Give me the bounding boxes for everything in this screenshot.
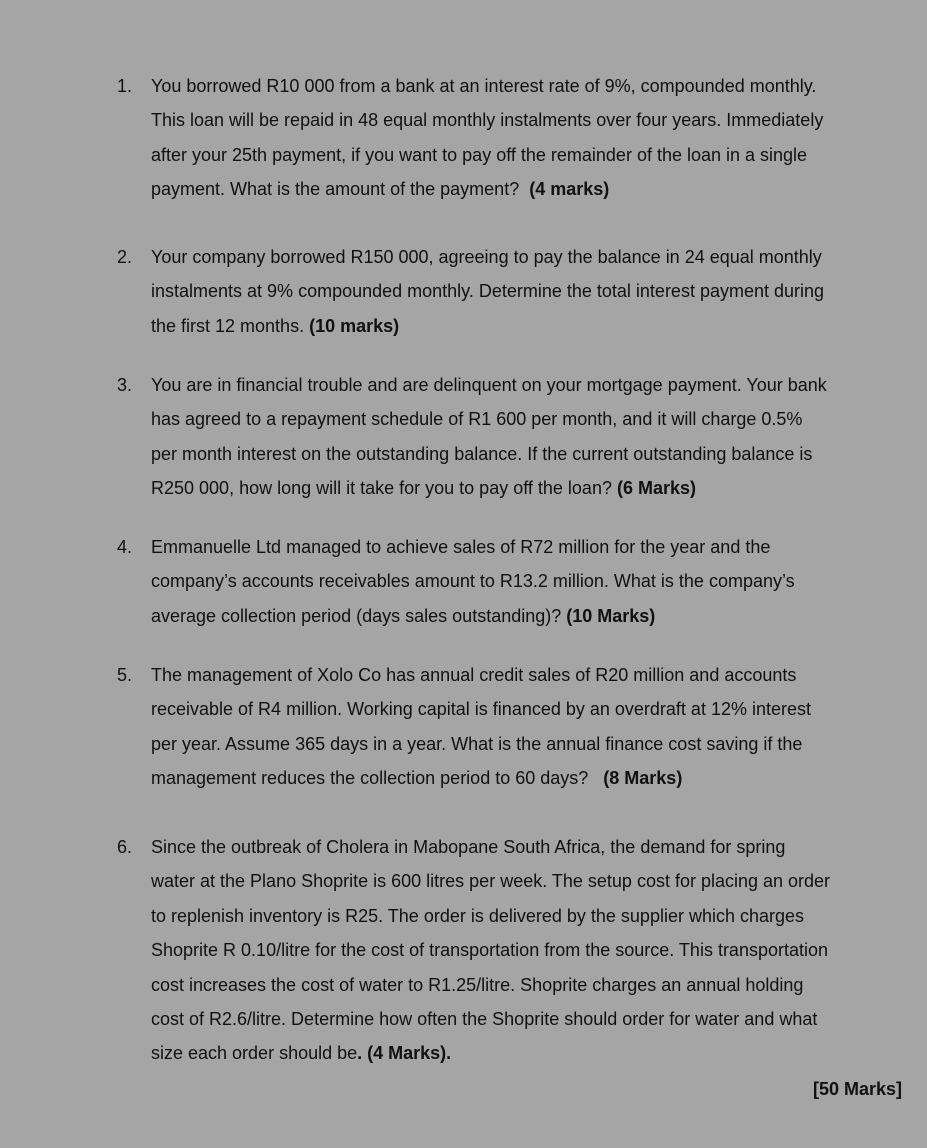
question-line-last: [151, 761, 911, 795]
question-text: [151, 530, 911, 633]
question-number: 5.: [117, 665, 133, 685]
question-number: 3.: [117, 375, 133, 395]
question-text: [151, 240, 911, 343]
question-line: Emmanuelle Ltd managed to achieve sales of R72 million for the year and the: [151, 537, 771, 557]
question-marks: (6 Marks): [616, 478, 696, 499]
question-line: to replenish inventory is R25. The order is delivered by the supplier which charges: [151, 905, 805, 926]
total-marks: [50 Marks]: [812, 1079, 902, 1099]
question-line: instalments at 9% compounded monthly. Determine the total interest payment during: [151, 281, 825, 302]
question-line: Since the outbreak of Cholera in Mabopane South Africa, the demand for spring: [151, 837, 786, 857]
question-line: You borrowed R10 000 from a bank at an interest rate of 9%, compounded monthly.: [151, 76, 817, 96]
question-marks: . (4 Marks).: [357, 1043, 452, 1064]
question-line-last: [151, 1036, 911, 1070]
question-marks: (10 marks): [309, 315, 400, 336]
question-line: The management of Xolo Co has annual credit sales of R20 million and accounts: [151, 665, 797, 685]
question-line-last: [151, 471, 911, 505]
question-marks: (8 Marks): [603, 768, 683, 789]
question-marks: (10 Marks): [566, 605, 656, 626]
question-line: average collection period (days sales outstanding)?: [151, 605, 567, 626]
question-line-last: [151, 309, 911, 343]
question-text: [151, 658, 911, 796]
question-number: 1.: [117, 76, 133, 96]
question-line: R250 000, how long will it take for you to pay off the loan?: [151, 478, 617, 499]
question-text: [151, 830, 911, 1071]
question-line: size each order should be: [151, 1043, 358, 1064]
question-line: cost of R2.6/litre. Determine how often the Shoprite should order for water and what: [151, 1008, 818, 1029]
question-line: You are in financial trouble and are delinquent on your mortgage payment. Your bank: [151, 375, 827, 395]
question-text: [151, 69, 911, 207]
question-number: 4.: [117, 537, 133, 557]
question-marks: (4 marks): [529, 179, 610, 200]
question-number: 2.: [117, 247, 133, 267]
question-line: payment. What is the amount of the payment?: [151, 179, 530, 200]
question-line: water at the Plano Shoprite is 600 litres per week. The setup cost for placing an order: [151, 871, 831, 892]
question-line: Shoprite R 0.10/litre for the cost of transportation from the source. This transportation: [151, 940, 829, 961]
question-line: per month interest on the outstanding balance. If the current outstanding balance is: [151, 443, 813, 464]
question-line-last: [151, 599, 911, 633]
question-line-last: [151, 172, 911, 206]
question-line: per year. Assume 365 days in a year. What is the annual finance cost saving if the: [151, 733, 803, 754]
question-line: company’s accounts receivables amount to R13.2 million. What is the company’s: [151, 571, 795, 592]
question-line: management reduces the collection period to 60 days?: [151, 768, 604, 789]
question-line: This loan will be repaid in 48 equal monthly instalments over four years. Immediately: [151, 110, 824, 131]
question-line: the first 12 months.: [151, 315, 310, 336]
question-line: receivable of R4 million. Working capital is financed by an overdraft at 12% interest: [151, 699, 811, 720]
question-line: Your company borrowed R150 000, agreeing to pay the balance in 24 equal monthly: [151, 247, 822, 267]
question-line: after your 25th payment, if you want to pay off the remainder of the loan in a single: [151, 144, 808, 165]
question-line: has agreed to a repayment schedule of R1 600 per month, and it will charge 0.5%: [151, 409, 803, 430]
question-number: 6.: [117, 837, 133, 857]
question-line: cost increases the cost of water to R1.25/litre. Shoprite charges an annual holding: [151, 974, 804, 995]
question-text: [151, 368, 911, 506]
